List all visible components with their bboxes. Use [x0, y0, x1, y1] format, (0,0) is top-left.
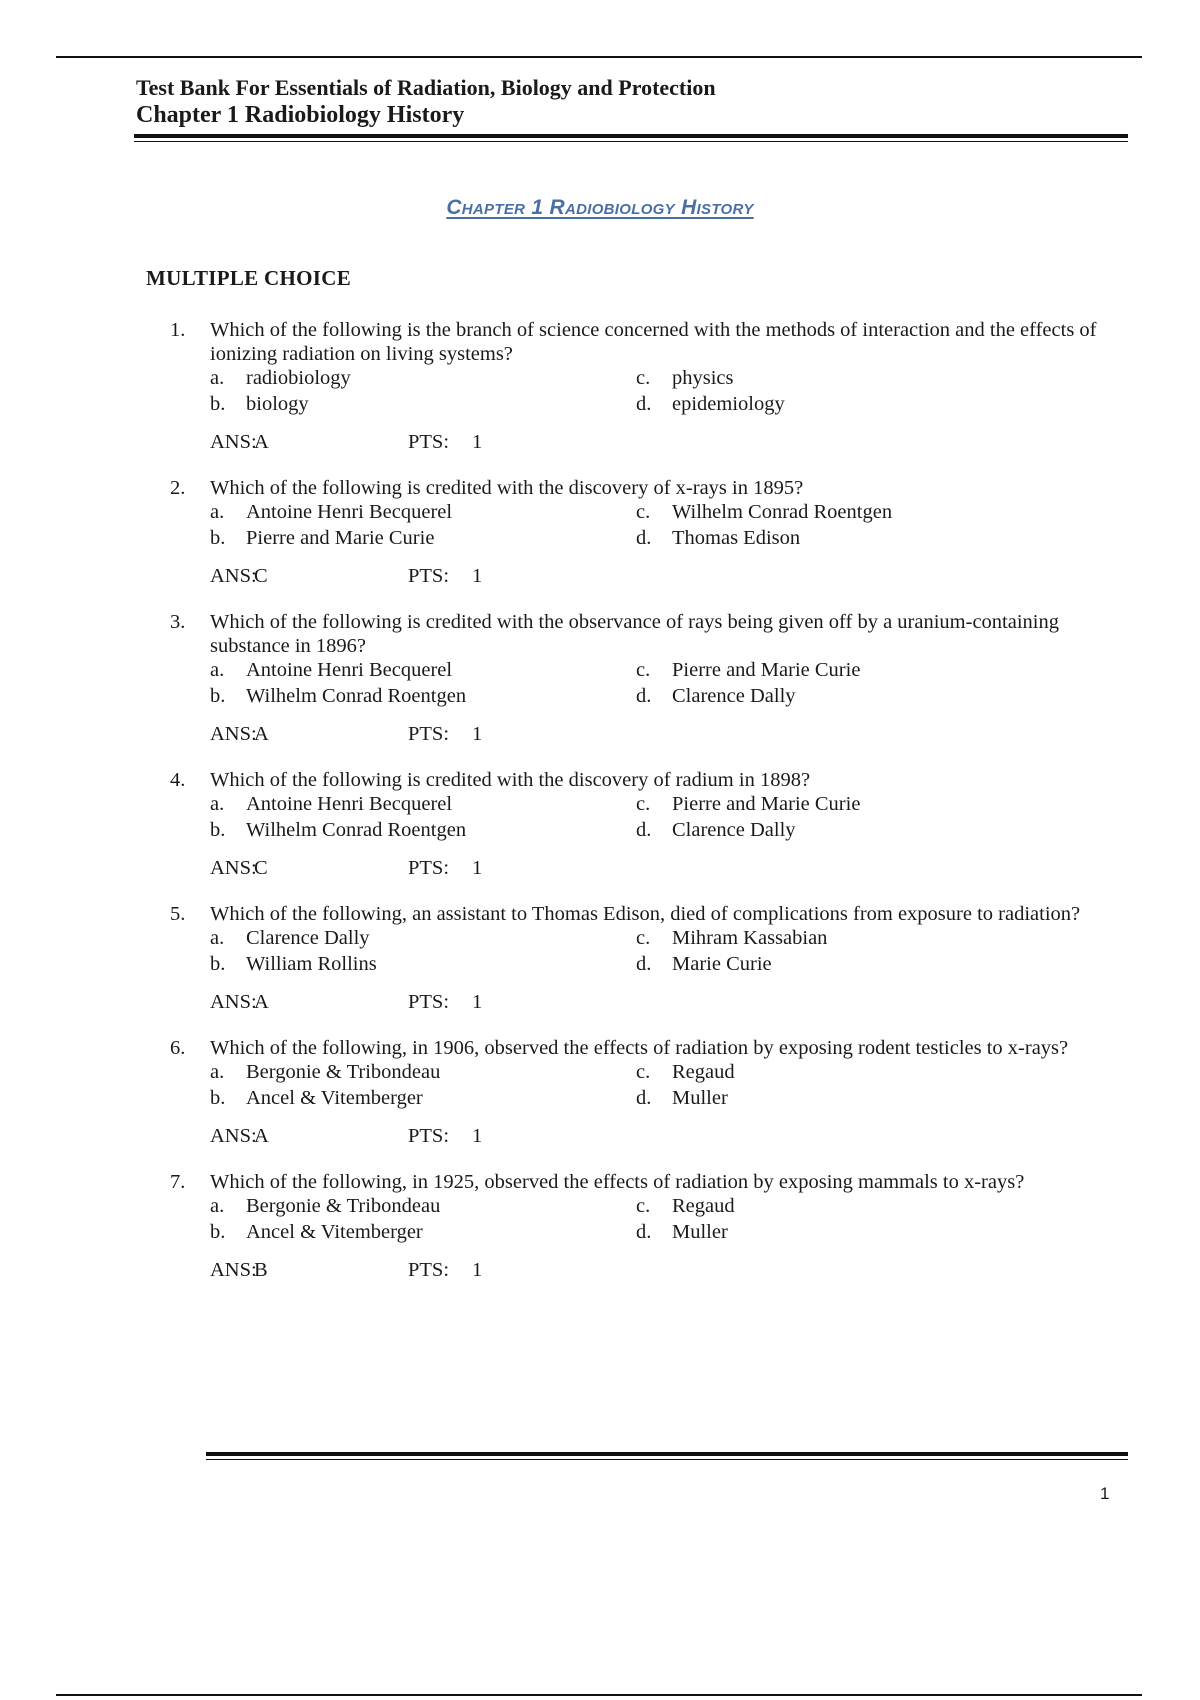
option: [210, 1060, 636, 1084]
option-text: Marie Curie: [672, 953, 772, 975]
question-text: Which of the following is the branch of science concerned with the methods of interaction and the effects of ionizing radiation on living systems?: [210, 319, 1097, 365]
question-number: 6.: [170, 1037, 186, 1059]
option: [636, 818, 1100, 842]
question: [170, 902, 1100, 1014]
pts-label: PTS:: [408, 1125, 450, 1147]
pts-label: PTS:: [408, 431, 450, 453]
option: [210, 526, 636, 550]
pts-value: 1: [472, 991, 483, 1013]
option-letter: c.: [636, 1195, 651, 1217]
answer-line: [210, 856, 1100, 880]
option: [636, 1060, 1100, 1084]
pts-label: PTS:: [408, 991, 450, 1013]
option-letter: d.: [636, 819, 652, 841]
option-letter: d.: [636, 1221, 652, 1243]
ans-value: B: [254, 1259, 268, 1281]
question: [170, 476, 1100, 588]
answer-line: [210, 1124, 1100, 1148]
document-header: [136, 74, 1128, 129]
question-number: 7.: [170, 1171, 186, 1193]
option-text: biology: [246, 393, 309, 415]
option-text: Regaud: [672, 1195, 735, 1217]
option-letter: a.: [210, 501, 225, 523]
option-letter: c.: [636, 367, 651, 389]
pts-label: PTS:: [408, 565, 450, 587]
option-text: Muller: [672, 1087, 728, 1109]
chapter-title-text: Chapter 1 Radiobiology History: [446, 196, 754, 219]
option: [210, 684, 636, 708]
option-letter: d.: [636, 527, 652, 549]
footer-double-rule: [206, 1452, 1128, 1460]
pts-value: 1: [472, 1125, 483, 1147]
option-text: Wilhelm Conrad Roentgen: [246, 819, 467, 841]
option-text: Antoine Henri Becquerel: [246, 659, 453, 681]
option: [636, 792, 1100, 816]
option-letter: a.: [210, 367, 225, 389]
option-letter: b.: [210, 819, 226, 841]
pts-value: 1: [472, 1259, 483, 1281]
option-letter: c.: [636, 659, 651, 681]
question: [170, 768, 1100, 880]
option-text: Wilhelm Conrad Roentgen: [672, 501, 893, 523]
question: [170, 1036, 1100, 1148]
option: [210, 500, 636, 524]
question-list: [170, 318, 1100, 1282]
option: [210, 392, 636, 416]
answer-line: [210, 564, 1100, 588]
question-number: 2.: [170, 477, 186, 499]
option-text: Ancel & Vitemberger: [246, 1087, 423, 1109]
question-text: Which of the following is credited with the discovery of x-rays in 1895?: [210, 477, 804, 499]
pts-value: 1: [472, 565, 483, 587]
pts-label: PTS:: [408, 1259, 450, 1281]
option-text: Pierre and Marie Curie: [246, 527, 435, 549]
answer-options: [210, 1194, 1100, 1244]
ans-label: ANS:: [210, 857, 257, 879]
option-text: Antoine Henri Becquerel: [246, 501, 453, 523]
option-letter: d.: [636, 953, 652, 975]
question-number: 4.: [170, 769, 186, 791]
question: [170, 1170, 1100, 1282]
ans-value: A: [254, 723, 269, 745]
option: [636, 500, 1100, 524]
option: [210, 1086, 636, 1110]
ans-label: ANS:: [210, 723, 257, 745]
option-letter: c.: [636, 927, 651, 949]
question-number: 5.: [170, 903, 186, 925]
ans-label: ANS:: [210, 1259, 257, 1281]
option: [210, 818, 636, 842]
ans-label: ANS:: [210, 565, 257, 587]
option: [210, 1220, 636, 1244]
option-letter: c.: [636, 501, 651, 523]
answer-options: [210, 792, 1100, 842]
option-text: Ancel & Vitemberger: [246, 1221, 423, 1243]
question-text: Which of the following, in 1906, observed the effects of radiation by exposing rodent testicles to x-rays?: [210, 1037, 1069, 1059]
option-letter: b.: [210, 393, 226, 415]
option-text: William Rollins: [246, 953, 377, 975]
option: [636, 952, 1100, 976]
option: [636, 366, 1100, 390]
option-text: Mihram Kassabian: [672, 927, 828, 949]
option: [210, 658, 636, 682]
option: [636, 926, 1100, 950]
bottom-border-line: [56, 1694, 1142, 1696]
ans-value: A: [254, 431, 269, 453]
option-letter: a.: [210, 793, 225, 815]
answer-options: [210, 500, 1100, 550]
option-letter: c.: [636, 1061, 651, 1083]
answer-options: [210, 1060, 1100, 1110]
option-text: radiobiology: [246, 367, 351, 389]
option: [210, 952, 636, 976]
question-text: Which of the following is credited with the observance of rays being given off by a uranium-containing substance in 1896?: [210, 611, 1059, 657]
header-double-rule: [134, 134, 1128, 142]
option-text: physics: [672, 367, 734, 389]
option: [636, 1086, 1100, 1110]
option: [210, 1194, 636, 1218]
section-title: MULTIPLE CHOICE: [146, 266, 352, 290]
pts-value: 1: [472, 431, 483, 453]
ans-label: ANS:: [210, 1125, 257, 1147]
option-text: Wilhelm Conrad Roentgen: [246, 685, 467, 707]
ans-label: ANS:: [210, 991, 257, 1013]
header-title: Test Bank For Essentials of Radiation, Biology and Protection: [136, 75, 716, 100]
option: [210, 926, 636, 950]
option-letter: a.: [210, 1061, 225, 1083]
option-text: Pierre and Marie Curie: [672, 659, 861, 681]
option-text: Antoine Henri Becquerel: [246, 793, 453, 815]
option-letter: a.: [210, 659, 225, 681]
answer-line: [210, 722, 1100, 746]
chapter-title: [0, 196, 1200, 220]
pts-value: 1: [472, 857, 483, 879]
option-letter: a.: [210, 927, 225, 949]
page-number: 1: [1100, 1484, 1110, 1503]
ans-value: C: [254, 857, 268, 879]
option-text: Muller: [672, 1221, 728, 1243]
option-text: Thomas Edison: [672, 527, 801, 549]
option-text: Clarence Dally: [672, 819, 796, 841]
option: [636, 1220, 1100, 1244]
option-letter: a.: [210, 1195, 225, 1217]
ans-value: A: [254, 1125, 269, 1147]
ans-label: ANS:: [210, 431, 257, 453]
option: [210, 366, 636, 390]
option: [636, 526, 1100, 550]
option: [636, 392, 1100, 416]
option: [210, 792, 636, 816]
question-text: Which of the following, an assistant to Thomas Edison, died of complications from exposure to radiation?: [210, 903, 1081, 925]
option-letter: b.: [210, 953, 226, 975]
answer-line: [210, 430, 1100, 454]
option: [636, 1194, 1100, 1218]
answer-options: [210, 366, 1100, 416]
option-letter: d.: [636, 1087, 652, 1109]
option-letter: b.: [210, 1087, 226, 1109]
pts-label: PTS:: [408, 723, 450, 745]
question-number: 3.: [170, 611, 186, 633]
top-border-line: [56, 56, 1142, 58]
answer-options: [210, 658, 1100, 708]
option: [636, 684, 1100, 708]
header-chapter: Chapter 1 Radiobiology History: [136, 102, 465, 128]
ans-value: C: [254, 565, 268, 587]
option-text: Pierre and Marie Curie: [672, 793, 861, 815]
option-letter: b.: [210, 527, 226, 549]
ans-value: A: [254, 991, 269, 1013]
answer-line: [210, 1258, 1100, 1282]
question: [170, 610, 1100, 746]
question-text: Which of the following is credited with the discovery of radium in 1898?: [210, 769, 811, 791]
question-text: Which of the following, in 1925, observed the effects of radiation by exposing mammals to x-rays?: [210, 1171, 1025, 1193]
answer-options: [210, 926, 1100, 976]
question-number: 1.: [170, 319, 186, 341]
option-letter: b.: [210, 1221, 226, 1243]
question: [170, 318, 1100, 454]
option-text: Clarence Dally: [672, 685, 796, 707]
option-text: Regaud: [672, 1061, 735, 1083]
pts-value: 1: [472, 723, 483, 745]
answer-line: [210, 990, 1100, 1014]
option-letter: d.: [636, 685, 652, 707]
option-text: Bergonie & Tribondeau: [246, 1061, 441, 1083]
option-text: Bergonie & Tribondeau: [246, 1195, 441, 1217]
option: [636, 658, 1100, 682]
option-text: Clarence Dally: [246, 927, 370, 949]
pts-label: PTS:: [408, 857, 450, 879]
option-letter: c.: [636, 793, 651, 815]
option-letter: b.: [210, 685, 226, 707]
option-letter: d.: [636, 393, 652, 415]
option-text: epidemiology: [672, 393, 785, 415]
